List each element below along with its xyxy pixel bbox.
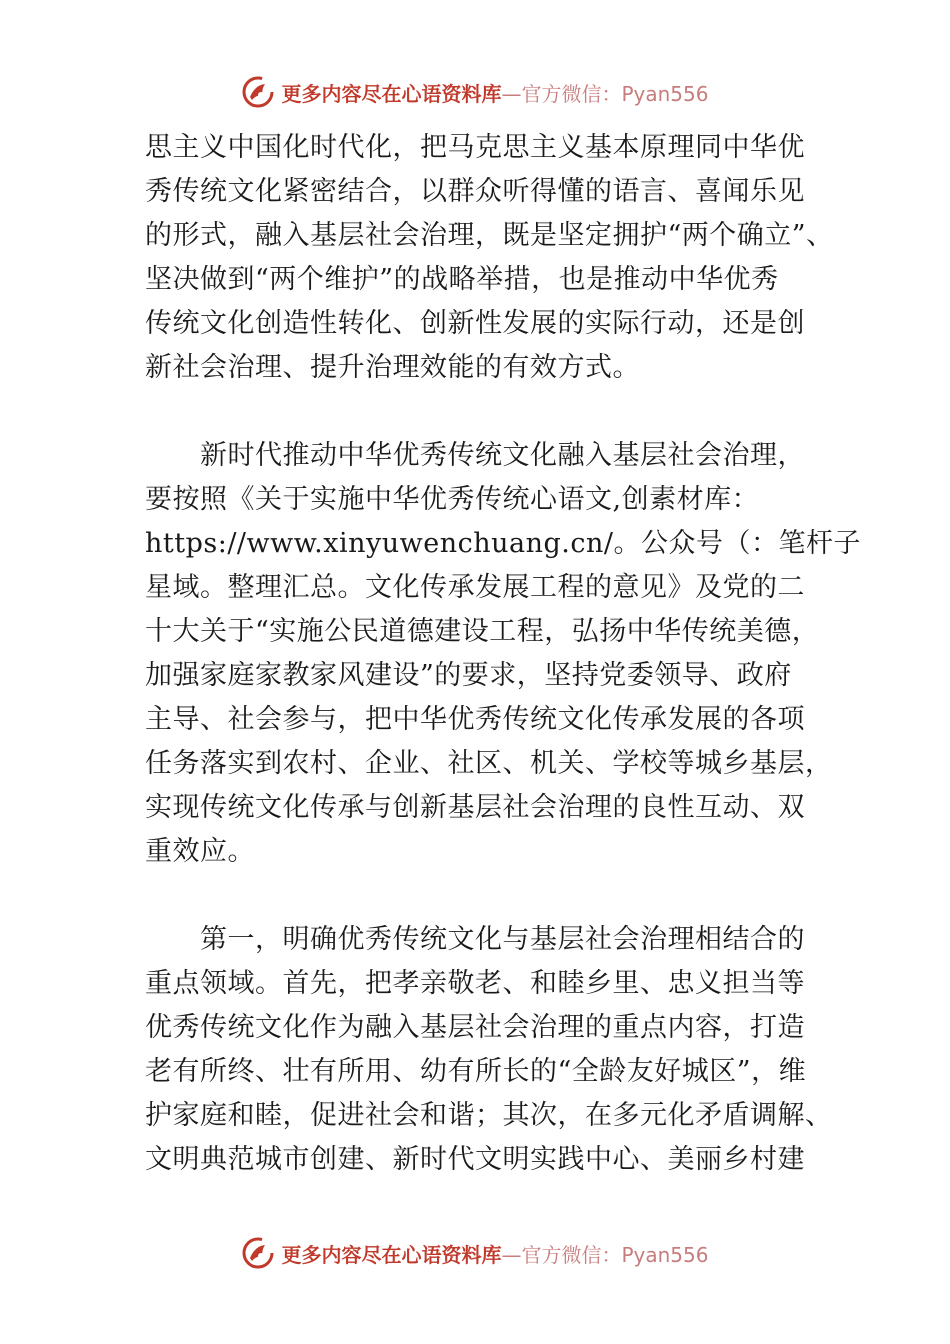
text-line: 要按照《关于实施中华优秀传统心语文,创素材库： (145, 484, 760, 515)
brush-seal-icon (241, 75, 275, 109)
text-line: 主导、社会参与，把中华优秀传统文化传承发展的各项 (145, 704, 805, 735)
text-line: 护家庭和睦，促进社会和谐；其次，在多元化矛盾调解、 (145, 1100, 833, 1131)
header-main-text: 更多内容尽在心语资料库 (281, 81, 502, 106)
text-line: 实现传统文化传承与创新基层社会治理的良性互动、双 (145, 792, 805, 823)
text-line: 秀传统文化紧密结合，以群众听得懂的语言、喜闻乐见 (145, 176, 805, 207)
paragraph-2 (145, 434, 861, 874)
text-line: 文明典范城市创建、新时代文明实践中心、美丽乡村建 (145, 1144, 805, 1175)
footer-sub-text: —官方微信：Pyan556 (501, 1242, 709, 1267)
text-line: 思主义中国化时代化，把马克思主义基本原理同中华优 (145, 132, 805, 163)
header-sub-text: —官方微信：Pyan556 (501, 81, 709, 106)
footer-main-text: 更多内容尽在心语资料库 (281, 1242, 502, 1267)
text-line: 传统文化创造性转化、创新性发展的实际行动，还是创 (145, 308, 805, 339)
text-line: 任务落实到农村、企业、社区、机关、学校等城乡基层， (145, 748, 833, 779)
footer-text (281, 1239, 708, 1268)
brush-seal-icon (241, 1236, 275, 1270)
header-text (281, 78, 708, 107)
document-body (145, 126, 861, 1182)
header-banner (0, 72, 950, 112)
text-line: 星域。整理汇总。文化传承发展工程的意见》及党的二 (145, 572, 805, 603)
paragraph-1 (145, 126, 834, 390)
text-line: 的形式，融入基层社会治理，既是坚定拥护“两个确立”、 (145, 220, 834, 251)
text-line: 第一，明确优秀传统文化与基层社会治理相结合的 (145, 924, 805, 955)
text-line: 新社会治理、提升治理效能的有效方式。 (145, 352, 640, 383)
text-line: 优秀传统文化作为融入基层社会治理的重点内容，打造 (145, 1012, 805, 1043)
text-line: 重效应。 (145, 836, 255, 867)
text-line: 重点领域。首先，把孝亲敬老、和睦乡里、忠义担当等 (145, 968, 805, 999)
text-line: 老有所终、壮有所用、幼有所长的“全龄友好城区”，维 (145, 1056, 807, 1087)
paragraph-3 (145, 918, 833, 1182)
text-line: 加强家庭家教家风建设”的要求，坚持党委领导、政府 (145, 660, 792, 691)
text-line: 坚决做到“两个维护”的战略举措，也是推动中华优秀 (145, 264, 779, 295)
text-line: 十大关于“实施公民道德建设工程，弘扬中华传统美德， (145, 616, 820, 647)
text-line: 新时代推动中华优秀传统文化融入基层社会治理， (145, 440, 805, 471)
text-line: https://www.xinyuwenchuang.cn/。公众号（：笔杆子 (145, 528, 861, 559)
footer-banner (0, 1233, 950, 1273)
